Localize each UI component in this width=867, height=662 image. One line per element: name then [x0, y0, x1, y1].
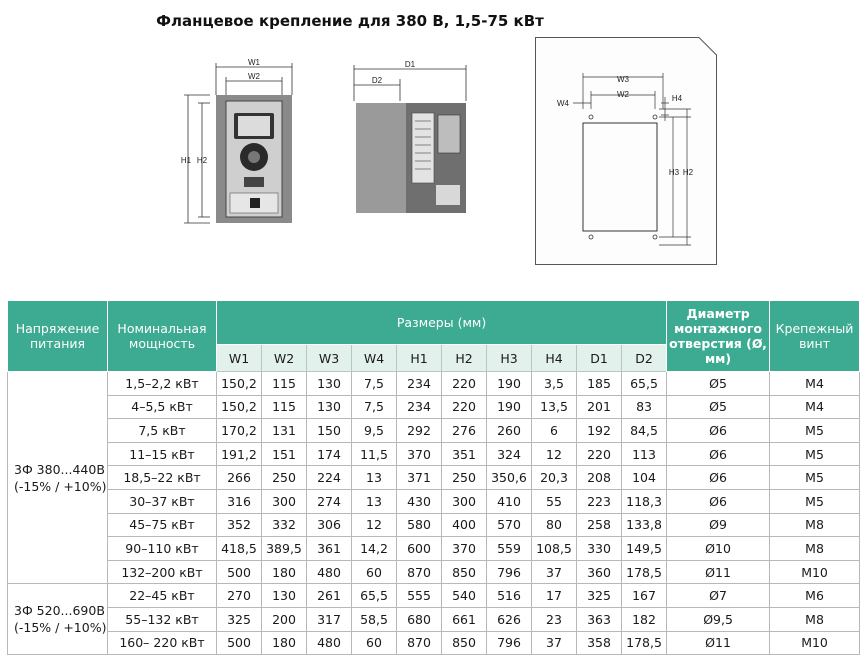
subheader-w3: W3	[307, 345, 352, 372]
cell-w3: 480	[307, 560, 352, 584]
cell-w3: 130	[307, 372, 352, 396]
cell-hole-diameter: Ø6	[667, 442, 770, 466]
cell-w1: 500	[217, 631, 262, 655]
subheader-h4: H4	[532, 345, 577, 372]
cell-w2: 332	[262, 513, 307, 537]
cell-w3: 480	[307, 631, 352, 655]
cell-power: 18,5–22 кВт	[108, 466, 217, 490]
cell-hole-diameter: Ø6	[667, 466, 770, 490]
cell-screw: М5	[770, 419, 860, 443]
cell-h3: 626	[487, 607, 532, 631]
cell-screw: М5	[770, 489, 860, 513]
header-power: Номинальная мощность	[108, 301, 217, 372]
cell-w1: 500	[217, 560, 262, 584]
cell-h1: 870	[397, 631, 442, 655]
cell-d2: 118,3	[622, 489, 667, 513]
cell-h1: 870	[397, 560, 442, 584]
label-w3: W3	[617, 75, 629, 84]
cell-d1: 360	[577, 560, 622, 584]
cell-h1: 680	[397, 607, 442, 631]
cell-w3: 224	[307, 466, 352, 490]
cell-w2: 115	[262, 395, 307, 419]
voltage-cell: 3Ф 520...690В (-15% / +10%)	[8, 584, 108, 655]
cell-hole-diameter: Ø9,5	[667, 607, 770, 631]
cell-w4: 12	[352, 513, 397, 537]
label-w4: W4	[557, 99, 569, 108]
cell-w3: 306	[307, 513, 352, 537]
cell-h3: 796	[487, 631, 532, 655]
cell-screw: М10	[770, 631, 860, 655]
cell-power: 1,5–2,2 кВт	[108, 372, 217, 396]
cell-d1: 223	[577, 489, 622, 513]
cell-h4: 12	[532, 442, 577, 466]
cell-d2: 149,5	[622, 537, 667, 561]
cell-d2: 133,8	[622, 513, 667, 537]
cell-d1: 208	[577, 466, 622, 490]
side-view-drawing	[350, 55, 475, 220]
cell-h3: 559	[487, 537, 532, 561]
cell-screw: М8	[770, 607, 860, 631]
cell-h1: 234	[397, 395, 442, 419]
cell-power: 4–5,5 кВт	[108, 395, 217, 419]
cell-w4: 11,5	[352, 442, 397, 466]
cell-w3: 317	[307, 607, 352, 631]
label-h2: H2	[196, 156, 208, 165]
table-row	[8, 607, 860, 631]
mounting-diagram	[535, 37, 717, 265]
cell-d1: 363	[577, 607, 622, 631]
cell-w1: 325	[217, 607, 262, 631]
cell-w3: 361	[307, 537, 352, 561]
table-row	[8, 584, 860, 608]
cell-power: 22–45 кВт	[108, 584, 217, 608]
cell-w1: 270	[217, 584, 262, 608]
subheader-w1: W1	[217, 345, 262, 372]
table-row	[8, 560, 860, 584]
cell-power: 11–15 кВт	[108, 442, 217, 466]
cell-d2: 167	[622, 584, 667, 608]
subheader-d2: D2	[622, 345, 667, 372]
cell-h4: 17	[532, 584, 577, 608]
cell-w3: 174	[307, 442, 352, 466]
cell-hole-diameter: Ø6	[667, 489, 770, 513]
subheader-w2: W2	[262, 345, 307, 372]
cell-power: 160– 220 кВт	[108, 631, 217, 655]
cell-h1: 371	[397, 466, 442, 490]
cell-w2: 130	[262, 584, 307, 608]
cell-w2: 131	[262, 419, 307, 443]
cell-w1: 316	[217, 489, 262, 513]
cell-w1: 150,2	[217, 372, 262, 396]
cell-h1: 580	[397, 513, 442, 537]
cell-w3: 261	[307, 584, 352, 608]
cell-w4: 58,5	[352, 607, 397, 631]
subheader-d1: D1	[577, 345, 622, 372]
label-h2-mount: H2	[682, 168, 694, 177]
cell-power: 90–110 кВт	[108, 537, 217, 561]
cell-h3: 350,6	[487, 466, 532, 490]
table-row	[8, 395, 860, 419]
label-w2-mount: W2	[617, 90, 629, 99]
label-h1: H1	[180, 156, 192, 165]
cell-d1: 358	[577, 631, 622, 655]
cell-w4: 7,5	[352, 395, 397, 419]
cell-h1: 430	[397, 489, 442, 513]
cell-d2: 83	[622, 395, 667, 419]
cell-w2: 180	[262, 631, 307, 655]
cell-w3: 274	[307, 489, 352, 513]
cell-w2: 151	[262, 442, 307, 466]
cell-screw: М10	[770, 560, 860, 584]
table-row	[8, 513, 860, 537]
cell-screw: М6	[770, 584, 860, 608]
cell-hole-diameter: Ø5	[667, 372, 770, 396]
cell-h1: 600	[397, 537, 442, 561]
cell-w3: 130	[307, 395, 352, 419]
cell-hole-diameter: Ø9	[667, 513, 770, 537]
cell-d2: 178,5	[622, 631, 667, 655]
cell-d2: 65,5	[622, 372, 667, 396]
cell-h2: 540	[442, 584, 487, 608]
cell-w1: 150,2	[217, 395, 262, 419]
cell-w1: 418,5	[217, 537, 262, 561]
cell-h1: 555	[397, 584, 442, 608]
cell-w2: 180	[262, 560, 307, 584]
cell-d1: 201	[577, 395, 622, 419]
label-h3: H3	[668, 168, 680, 177]
cell-w4: 60	[352, 560, 397, 584]
table-row	[8, 419, 860, 443]
cell-w4: 13	[352, 466, 397, 490]
cell-d1: 258	[577, 513, 622, 537]
cell-w1: 352	[217, 513, 262, 537]
cell-h4: 37	[532, 631, 577, 655]
cell-w2: 389,5	[262, 537, 307, 561]
cell-w4: 60	[352, 631, 397, 655]
cell-h4: 23	[532, 607, 577, 631]
cell-h2: 250	[442, 466, 487, 490]
cell-h2: 300	[442, 489, 487, 513]
header-dimensions: Размеры (мм)	[217, 301, 667, 345]
cell-power: 55–132 кВт	[108, 607, 217, 631]
cell-hole-diameter: Ø6	[667, 419, 770, 443]
cell-d1: 185	[577, 372, 622, 396]
table-row	[8, 466, 860, 490]
label-w1: W1	[248, 58, 260, 67]
table-row	[8, 631, 860, 655]
cell-h2: 276	[442, 419, 487, 443]
cell-power: 132–200 кВт	[108, 560, 217, 584]
cell-w4: 9,5	[352, 419, 397, 443]
cell-h1: 370	[397, 442, 442, 466]
cell-h4: 37	[532, 560, 577, 584]
page-title: Фланцевое крепление для 380 В, 1,5-75 кВт	[156, 12, 544, 30]
cell-h2: 370	[442, 537, 487, 561]
header-screw: Крепежный винт	[770, 301, 860, 372]
table-row	[8, 489, 860, 513]
cell-w4: 65,5	[352, 584, 397, 608]
cell-power: 7,5 кВт	[108, 419, 217, 443]
cell-h4: 6	[532, 419, 577, 443]
cell-w2: 300	[262, 489, 307, 513]
subheader-h3: H3	[487, 345, 532, 372]
cell-h3: 570	[487, 513, 532, 537]
cell-power: 30–37 кВт	[108, 489, 217, 513]
cell-h4: 3,5	[532, 372, 577, 396]
subheader-h1: H1	[397, 345, 442, 372]
cell-w4: 14,2	[352, 537, 397, 561]
subheader-w4: W4	[352, 345, 397, 372]
cell-w4: 13	[352, 489, 397, 513]
table-row	[8, 537, 860, 561]
cell-power: 45–75 кВт	[108, 513, 217, 537]
cell-h4: 13,5	[532, 395, 577, 419]
voltage-cell: 3Ф 380...440В (-15% / +10%)	[8, 372, 108, 584]
cell-d1: 192	[577, 419, 622, 443]
cell-h1: 292	[397, 419, 442, 443]
cell-h2: 661	[442, 607, 487, 631]
cell-w2: 250	[262, 466, 307, 490]
cell-screw: М4	[770, 395, 860, 419]
table-row	[8, 442, 860, 466]
cell-hole-diameter: Ø5	[667, 395, 770, 419]
cell-h3: 516	[487, 584, 532, 608]
subheader-h2: H2	[442, 345, 487, 372]
cell-screw: М8	[770, 537, 860, 561]
cell-w1: 170,2	[217, 419, 262, 443]
cell-h2: 220	[442, 395, 487, 419]
table-row	[8, 372, 860, 396]
cell-h2: 351	[442, 442, 487, 466]
header-voltage: Напряжение питания	[8, 301, 108, 372]
cell-h2: 400	[442, 513, 487, 537]
cell-d2: 178,5	[622, 560, 667, 584]
cell-screw: М4	[770, 372, 860, 396]
cell-h3: 410	[487, 489, 532, 513]
cell-d1: 330	[577, 537, 622, 561]
label-w2: W2	[248, 72, 260, 81]
header-hole-diameter: Диаметр монтажного отверстия (Ø, мм)	[667, 301, 770, 372]
cell-w4: 7,5	[352, 372, 397, 396]
cell-d2: 84,5	[622, 419, 667, 443]
cell-h4: 20,3	[532, 466, 577, 490]
cell-w2: 200	[262, 607, 307, 631]
cell-w3: 150	[307, 419, 352, 443]
cell-h4: 55	[532, 489, 577, 513]
cell-screw: М8	[770, 513, 860, 537]
cell-w2: 115	[262, 372, 307, 396]
cell-h3: 260	[487, 419, 532, 443]
cell-h4: 108,5	[532, 537, 577, 561]
cell-d2: 182	[622, 607, 667, 631]
front-view-drawing	[180, 55, 310, 235]
cell-h2: 220	[442, 372, 487, 396]
cell-screw: М5	[770, 466, 860, 490]
label-h4: H4	[671, 94, 683, 103]
cell-h3: 190	[487, 372, 532, 396]
cell-h2: 850	[442, 631, 487, 655]
cell-h4: 80	[532, 513, 577, 537]
cell-h3: 796	[487, 560, 532, 584]
cell-h3: 190	[487, 395, 532, 419]
dimensions-table	[7, 300, 860, 655]
cell-screw: М5	[770, 442, 860, 466]
cell-hole-diameter: Ø10	[667, 537, 770, 561]
label-d1: D1	[404, 60, 416, 69]
cell-h1: 234	[397, 372, 442, 396]
cell-w1: 266	[217, 466, 262, 490]
cell-d1: 325	[577, 584, 622, 608]
cell-h3: 324	[487, 442, 532, 466]
cell-hole-diameter: Ø11	[667, 560, 770, 584]
cell-d1: 220	[577, 442, 622, 466]
cell-h2: 850	[442, 560, 487, 584]
cell-hole-diameter: Ø11	[667, 631, 770, 655]
label-d2: D2	[371, 76, 383, 85]
cell-d2: 104	[622, 466, 667, 490]
cell-w1: 191,2	[217, 442, 262, 466]
cell-hole-diameter: Ø7	[667, 584, 770, 608]
cell-d2: 113	[622, 442, 667, 466]
